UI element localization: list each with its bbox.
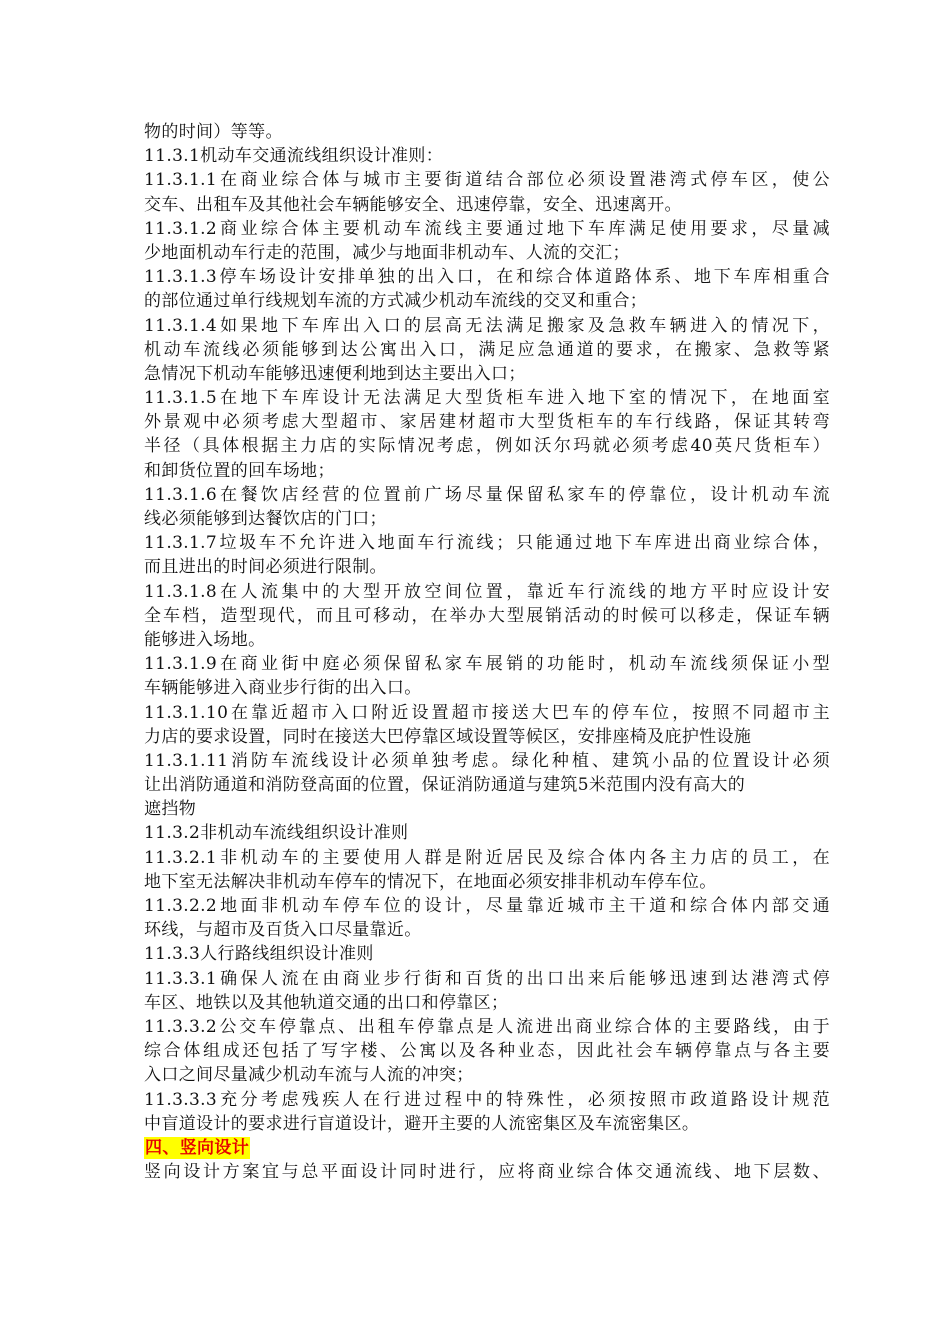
paragraph-line: 中盲道设计的要求进行盲道设计，避开主要的人流密集区及车流密集区。 (144, 1113, 700, 1134)
paragraph-line: 11.3.1.3停车场设计安排单独的出入口，在和综合体道路体系、地下车库相重合 (144, 267, 830, 288)
paragraph-line: 11.3.1.4如果地下车库出入口的层高无法满足搬家及急救车辆进入的情况下， (144, 315, 830, 336)
paragraph-line: 让出消防通道和消防登高面的位置，保证消防通道与建筑5米范围内没有高大的 (144, 775, 746, 796)
paragraph-line: 和卸货位置的回车场地； (144, 460, 335, 481)
paragraph-line: 的部位通过单行线规划车流的方式减少机动车流线的交叉和重合； (144, 291, 648, 312)
paragraph-line: 车区、地铁以及其他轨道交通的出口和停靠区； (144, 992, 509, 1013)
paragraph-line: 机动车流线必须能够到达公寓出入口，满足应急通道的要求，在搬家、急救等紧 (144, 339, 830, 360)
paragraph-line: 遮挡物 (144, 799, 197, 820)
paragraph-line: 车辆能够进入商业步行街的出入口。 (144, 678, 422, 699)
paragraph-line: 11.3.3.3充分考虑残疾人在行进过程中的特殊性，必须按照市政道路设计规范 (144, 1089, 830, 1110)
paragraph-line: 竖向设计方案宜与总平面设计同时进行，应将商业综合体交通流线、地下层数、 (144, 1162, 830, 1183)
section-heading-line (144, 1136, 830, 1160)
paragraph-line: 交车、出租车及其他社会车辆能够安全、迅速停靠，安全、迅速离开。 (144, 194, 682, 215)
paragraph-line: 地下室无法解决非机动车停车的情况下，在地面必须安排非机动车停车位。 (144, 871, 717, 892)
paragraph-line: 入口之间尽量减少机动车流与人流的冲突； (144, 1065, 474, 1086)
paragraph-line: 线必须能够到达餐饮店的门口； (144, 509, 387, 529)
paragraph-line: 11.3.3人行路线组织设计准则 (144, 944, 374, 965)
paragraph-line: 物的时间）等等。 (144, 122, 283, 142)
paragraph-line: 力店的要求设置，同时在接送大巴停靠区域设置等候区，安排座椅及庇护性设施 (144, 726, 752, 747)
paragraph-line: 少地面机动车行走的范围，减少与地面非机动车、人流的交汇； (144, 242, 630, 263)
paragraph-line: 外景观中必须考虑大型超市、家居建材超市大型货柜车的车行线路，保证其转弯 (144, 412, 830, 433)
paragraph-line: 11.3.2.1非机动车的主要使用人群是附近居民及综合体内各主力店的员工，在 (144, 847, 830, 868)
paragraph-line: 能够进入场地。 (144, 629, 266, 650)
paragraph-line: 11.3.1.11消防车流线设计必须单独考虑。绿化种植、建筑小品的位置设计必须 (144, 750, 830, 771)
paragraph-line: 11.3.3.2公交车停靠点、出租车停靠点是人流进出商业综合体的主要路线，由于 (144, 1016, 830, 1037)
paragraph-line: 全车档，造型现代，而且可移动，在举办大型展销活动的时候可以移走，保证车辆 (144, 605, 830, 626)
paragraph-line: 11.3.2.2地面非机动车停车位的设计，尽量靠近城市主干道和综合体内部交通 (144, 896, 830, 916)
paragraph-line: 半径（具体根据主力店的实际情况考虑，例如沃尔玛就必须考虑40英尺货柜车） (144, 436, 830, 457)
paragraph-line: 环线，与超市及百货入口尽量靠近。 (144, 920, 422, 941)
paragraph-line: 11.3.1.9在商业街中庭必须保留私家车展销的功能时，机动车流线须保证小型 (144, 654, 830, 675)
paragraph-line: 11.3.1.5在地下车库设计无法满足大型货柜车进入地下室的情况下，在地面室 (144, 388, 830, 409)
paragraph-line: 11.3.1.8在人流集中的大型开放空间位置，靠近车行流线的地方平时应设计安 (144, 581, 830, 602)
paragraph-line: 11.3.2非机动车流线组织设计准则 (144, 823, 409, 844)
paragraph-line: 而且进出的时间必须进行限制。 (144, 557, 387, 578)
paragraph-line: 急情况下机动车能够迅速便利地到达主要出入口； (144, 363, 526, 384)
section-heading: 四、竖向设计 (145, 1137, 250, 1158)
paragraph-line: 11.3.1机动车交通流线组织设计准则： (144, 146, 444, 167)
paragraph-line: 11.3.1.2商业综合体主要机动车流线主要通过地下车库满足使用要求，尽量减 (144, 218, 830, 239)
paragraph-line: 综合体组成还包括了写字楼、公寓以及各种业态，因此社会车辆停靠点与各主要 (144, 1041, 830, 1062)
paragraph-line: 11.3.3.1确保人流在由商业步行街和百货的出口出来后能够迅速到达港湾式停 (144, 968, 830, 989)
paragraph-line: 11.3.1.1在商业综合体与城市主要街道结合部位必须设置港湾式停车区，使公 (144, 170, 830, 191)
paragraph-line: 11.3.1.6在餐饮店经营的位置前广场尽量保留私家车的停靠位，设计机动车流 (144, 484, 830, 505)
paragraph-line: 11.3.1.10在靠近超市入口附近设置超市接送大巴车的停车位，按照不同超市主 (144, 702, 830, 723)
body-text (144, 120, 830, 1136)
paragraph-line: 11.3.1.7垃圾车不允许进入地面车行流线；只能通过地下车库进出商业综合体， (144, 533, 830, 554)
